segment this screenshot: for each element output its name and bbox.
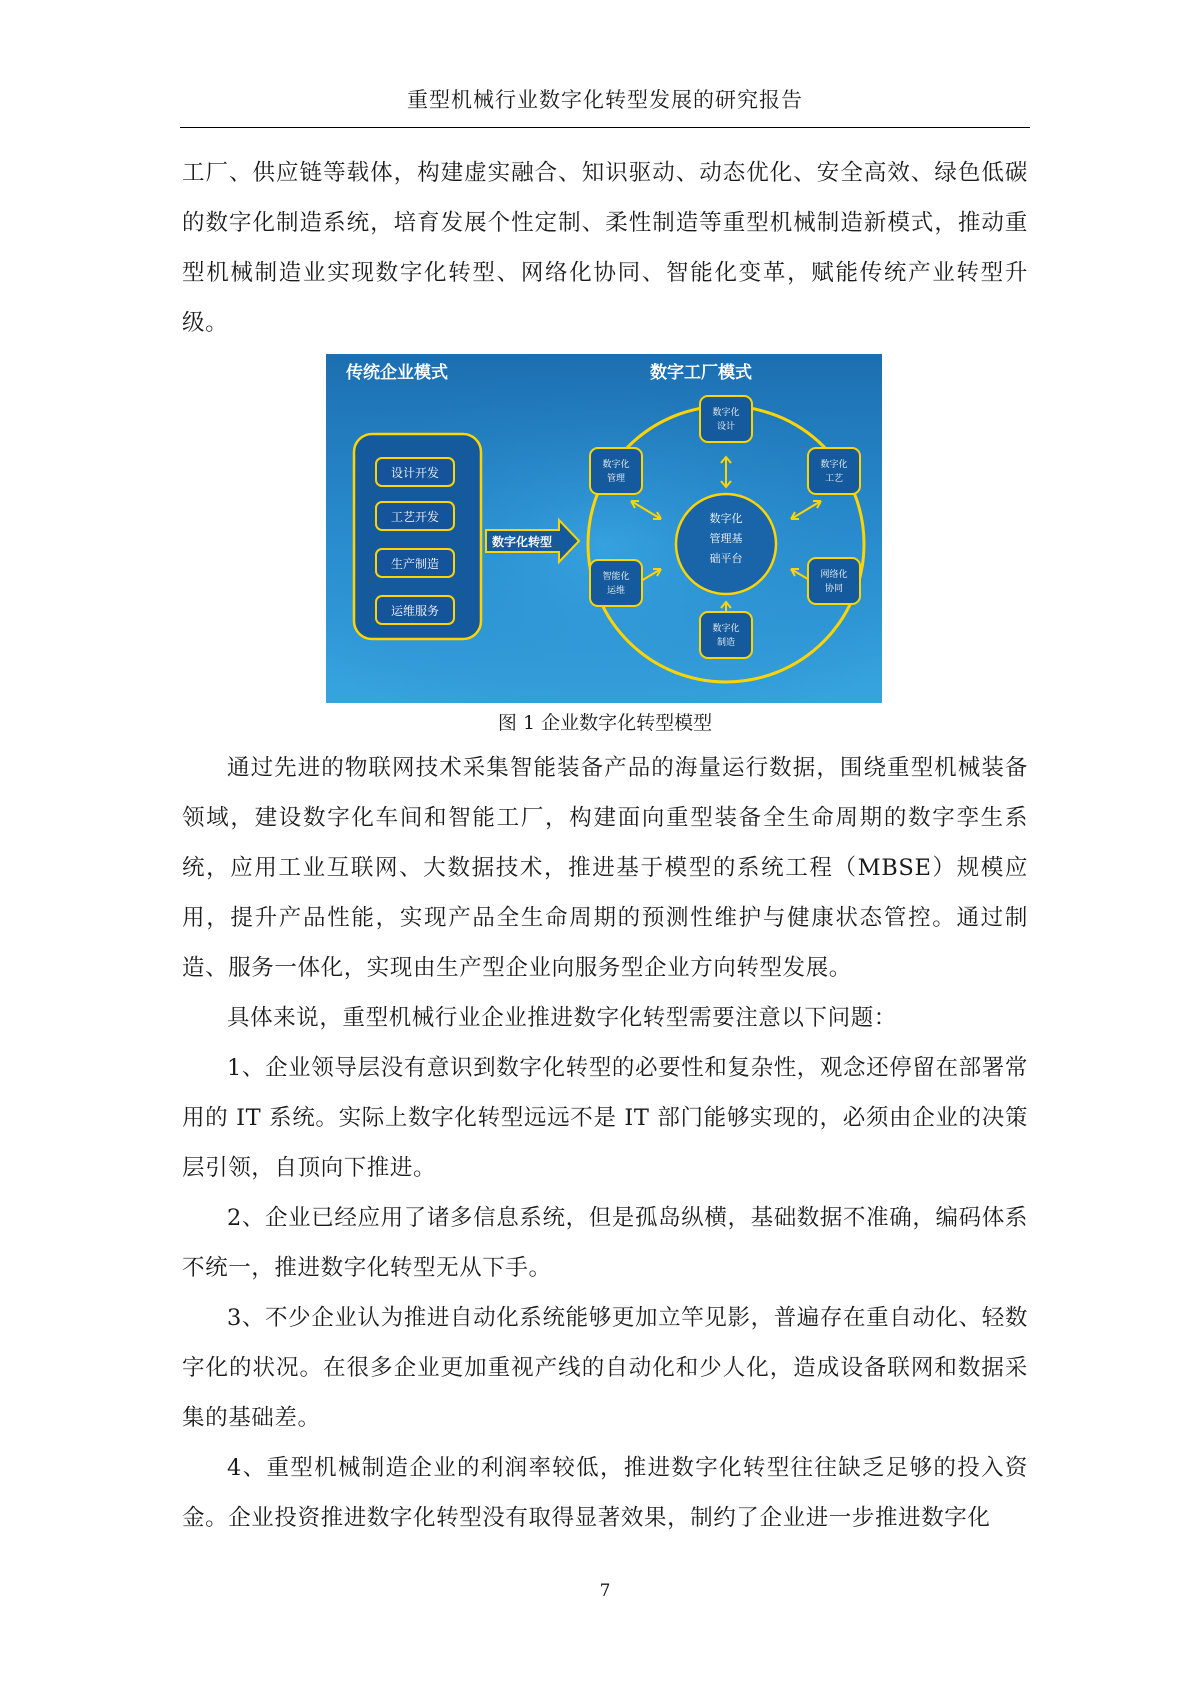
svg-text:管理基: 管理基 bbox=[709, 532, 743, 545]
node-digital-design bbox=[700, 396, 752, 442]
svg-text:智能化: 智能化 bbox=[602, 572, 630, 582]
svg-text:协同: 协同 bbox=[824, 584, 844, 594]
svg-text:运维: 运维 bbox=[606, 586, 626, 596]
node-digital-manufacturing bbox=[700, 612, 752, 658]
figure-image bbox=[326, 354, 882, 703]
center-hub bbox=[676, 494, 776, 594]
node-digital-process bbox=[808, 448, 860, 494]
figure-caption: 图 1 企业数字化转型模型 bbox=[497, 712, 713, 734]
arrow-label: 数字化转型 bbox=[491, 535, 553, 549]
svg-text:管理: 管理 bbox=[606, 474, 626, 484]
running-header: 重型机械行业数字化转型发展的研究报告 bbox=[407, 88, 803, 112]
right-title: 数字工厂模式 bbox=[650, 363, 752, 383]
svg-text:数字化: 数字化 bbox=[709, 512, 743, 525]
left-title: 传统企业模式 bbox=[346, 363, 448, 383]
svg-text:网络化: 网络化 bbox=[820, 570, 848, 580]
svg-text:运维服务: 运维服务 bbox=[390, 604, 440, 618]
svg-text:数字化: 数字化 bbox=[820, 460, 848, 470]
traditional-item-1 bbox=[376, 458, 454, 486]
svg-text:础平台: 础平台 bbox=[709, 552, 743, 565]
traditional-item-2 bbox=[376, 502, 454, 530]
paragraph-issue-1: 1、企业领导层没有意识到数字化转型的必要性和复杂性，观念还停留在部署常用的 IT 系统。实际上数字化转型远远不是 IT 部门能够实现的，必须由企业的决策层引领，自顶向下推进。 bbox=[182, 1055, 1028, 1181]
traditional-item-3 bbox=[376, 549, 454, 577]
svg-text:生产制造: 生产制造 bbox=[390, 557, 440, 571]
svg-text:制造: 制造 bbox=[716, 638, 736, 648]
svg-text:数字化: 数字化 bbox=[712, 408, 740, 418]
paragraph-issue-2: 2、企业已经应用了诸多信息系统，但是孤岛纵横，基础数据不准确，编码体系不统一，推进数字化转型无从下手。 bbox=[182, 1205, 1028, 1281]
paragraph-iot: 通过先进的物联网技术采集智能装备产品的海量运行数据，围绕重型机械装备领域，建设数字化车间和智能工厂，构建面向重型装备全生命周期的数字孪生系统，应用工业互联网、大数据技术，推进基于模型的系统工程（MBSE）规模应用，提升产品性能，实现产品全生命周期的预测性维护与健康状态管控。通过制造、服务一体化，实现由生产型企业向服务型企业方向转型发展。 bbox=[182, 755, 1028, 981]
paragraph-issues-intro: 具体来说，重型机械行业企业推进数字化转型需要注意以下问题： bbox=[227, 1005, 897, 1031]
node-network-collaboration bbox=[808, 558, 860, 604]
svg-text:设计: 设计 bbox=[716, 422, 736, 432]
svg-text:数字化: 数字化 bbox=[602, 460, 630, 470]
svg-text:设计开发: 设计开发 bbox=[390, 466, 440, 480]
header-rule bbox=[180, 127, 1030, 128]
paragraph-continued: 工厂、供应链等载体，构建虚实融合、知识驱动、动态优化、安全高效、绿色低碳的数字化制造系统，培育发展个性定制、柔性制造等重型机械制造新模式，推动重型机械制造业实现数字化转型、网络化协同、智能化变革，赋能传统产业转型升级。 bbox=[182, 160, 1028, 336]
page-content bbox=[182, 148, 1028, 1543]
svg-text:数字化: 数字化 bbox=[712, 624, 740, 634]
paragraph-issue-4: 4、重型机械制造企业的利润率较低，推进数字化转型往往缺乏足够的投入资金。企业投资推进数字化转型没有取得显著效果，制约了企业进一步推进数字化 bbox=[182, 1455, 1028, 1531]
paragraph-issue-3: 3、不少企业认为推进自动化系统能够更加立竿见影，普遍存在重自动化、轻数字化的状况。在很多企业更加重视产线的自动化和少人化，造成设备联网和数据采集的基础差。 bbox=[182, 1305, 1028, 1431]
traditional-item-4 bbox=[376, 596, 454, 624]
node-smart-operation bbox=[590, 560, 642, 606]
svg-text:工艺开发: 工艺开发 bbox=[390, 510, 440, 524]
svg-text:工艺: 工艺 bbox=[824, 474, 844, 484]
figure-1 bbox=[182, 354, 1028, 737]
page-number: 7 bbox=[599, 1581, 611, 1601]
node-digital-management bbox=[590, 448, 642, 494]
transformation-model-diagram bbox=[326, 354, 882, 703]
